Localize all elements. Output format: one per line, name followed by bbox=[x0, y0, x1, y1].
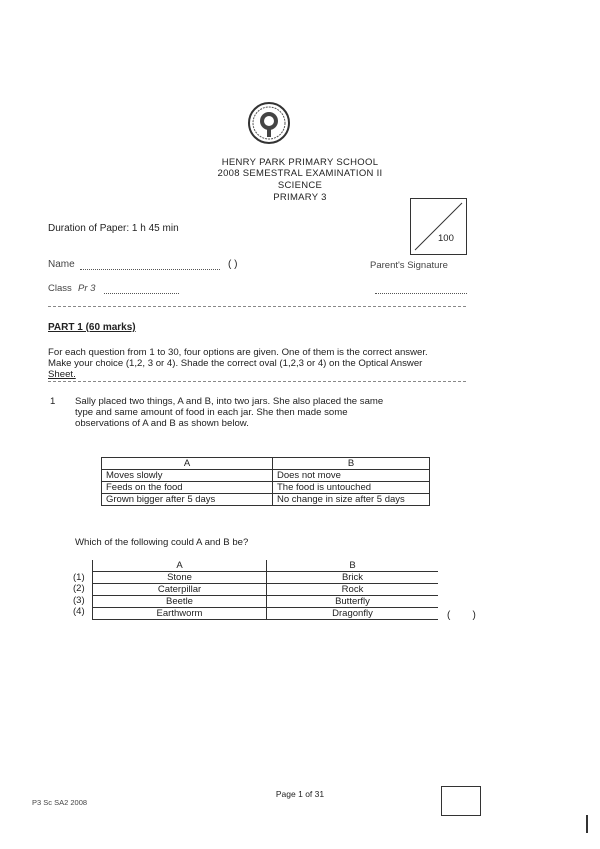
name-field[interactable] bbox=[80, 269, 220, 270]
marks-box bbox=[441, 786, 481, 816]
table-cell: Does not move bbox=[273, 470, 430, 482]
subject-title: SCIENCE bbox=[277, 180, 323, 191]
table-cell: Grown bigger after 5 days bbox=[102, 494, 273, 506]
class-label: Class bbox=[48, 283, 72, 294]
table-cell: Caterpillar bbox=[93, 584, 267, 596]
duration: Duration of Paper: 1 h 45 min bbox=[48, 223, 179, 234]
table-cell: Earthworm bbox=[93, 608, 267, 620]
option-number: (4) bbox=[73, 606, 85, 617]
signature-label: Parent's Signature bbox=[370, 260, 448, 271]
part-title: PART 1 (60 marks) bbox=[48, 322, 136, 333]
table-row bbox=[102, 494, 430, 506]
table-header: B bbox=[273, 458, 430, 470]
table-cell: Rock bbox=[267, 584, 439, 596]
table-cell: Brick bbox=[267, 572, 439, 584]
instruction-line: Sheet. bbox=[48, 369, 76, 380]
table-row bbox=[93, 572, 439, 584]
school-name: HENRY PARK PRIMARY SCHOOL bbox=[221, 157, 379, 168]
answer-bracket[interactable]: ( ) bbox=[447, 610, 476, 621]
class-value: Pr 3 bbox=[78, 283, 96, 294]
table-cell: Moves slowly bbox=[102, 470, 273, 482]
instruction-separator bbox=[48, 381, 466, 382]
table-row bbox=[93, 608, 439, 620]
question-number: 1 bbox=[50, 396, 56, 407]
table-cell: Beetle bbox=[93, 596, 267, 608]
question-text bbox=[75, 396, 383, 429]
question-line: observations of A and B as shown below. bbox=[75, 418, 249, 429]
name-label: Name bbox=[48, 259, 75, 270]
table-header: B bbox=[267, 560, 439, 572]
level-title: PRIMARY 3 bbox=[273, 192, 327, 203]
question-prompt: Which of the following could A and B be? bbox=[75, 537, 249, 548]
page-number: Page 1 of 31 bbox=[275, 789, 325, 799]
options-table bbox=[92, 560, 438, 620]
school-logo bbox=[247, 101, 291, 145]
table-header: A bbox=[93, 560, 267, 572]
table-cell: Stone bbox=[93, 572, 267, 584]
table-row bbox=[102, 482, 430, 494]
table-header: A bbox=[102, 458, 273, 470]
table-cell: Butterfly bbox=[267, 596, 439, 608]
instruction-line: Make your choice (1,2, 3 or 4). Shade the correct oval (1,2,3 or 4) on the Optical Answer bbox=[48, 358, 423, 369]
scan-mark bbox=[586, 815, 588, 833]
exam-title: 2008 SEMESTRAL EXAMINATION II bbox=[217, 168, 383, 179]
table-cell: Dragonfly bbox=[267, 608, 439, 620]
observation-table bbox=[101, 457, 430, 506]
score-divider bbox=[411, 199, 466, 254]
header-separator bbox=[48, 306, 466, 307]
option-numbers bbox=[73, 560, 85, 618]
question-line: type and same amount of food in each jar. She then made some bbox=[75, 407, 348, 418]
score-total: 100 bbox=[438, 233, 454, 244]
table-header-row bbox=[93, 560, 439, 572]
table-header-row bbox=[102, 458, 430, 470]
instructions bbox=[48, 347, 428, 380]
table-row bbox=[102, 470, 430, 482]
option-number: (1) bbox=[73, 571, 85, 583]
table-row bbox=[93, 596, 439, 608]
paper-code: P3 Sc SA2 2008 bbox=[32, 798, 88, 807]
question-line: Sally placed two things, A and B, into two jars. She also placed the same bbox=[75, 396, 384, 407]
table-cell: Feeds on the food bbox=[102, 482, 273, 494]
signature-field[interactable] bbox=[375, 293, 467, 294]
table-cell: The food is untouched bbox=[273, 482, 430, 494]
class-field[interactable] bbox=[104, 293, 179, 294]
table-row bbox=[93, 584, 439, 596]
option-number: (3) bbox=[73, 594, 85, 606]
table-cell: No change in size after 5 days bbox=[273, 494, 430, 506]
score-box bbox=[410, 198, 467, 255]
register-number: ( ) bbox=[228, 259, 238, 270]
instruction-line: For each question from 1 to 30, four options are given. One of them is the correct answer. bbox=[48, 347, 428, 358]
option-number: (2) bbox=[73, 583, 85, 594]
